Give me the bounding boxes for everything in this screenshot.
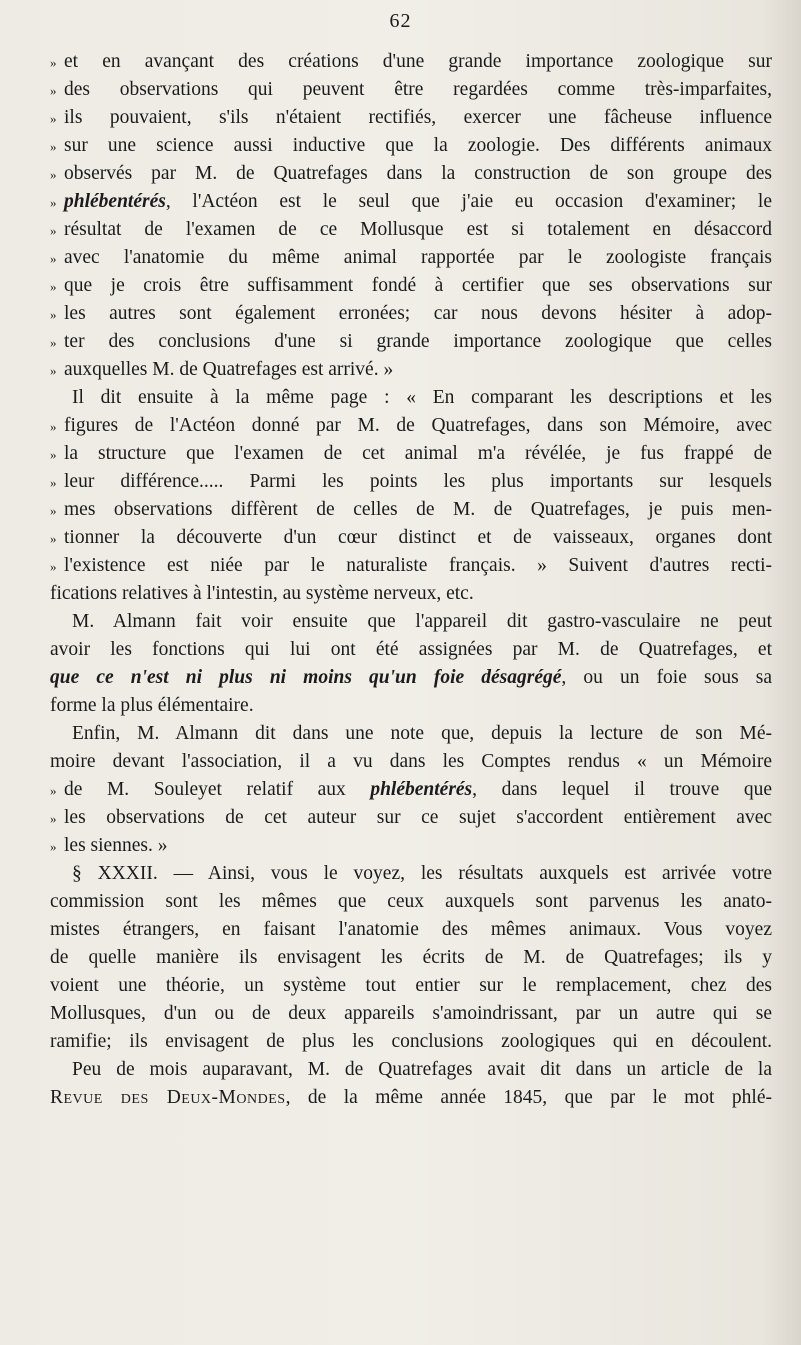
quote-mark: » bbox=[50, 139, 57, 154]
line-text: observés par M. de Quatrefages dans la construction de son groupe des bbox=[64, 163, 772, 184]
text-line bbox=[50, 48, 772, 76]
text-line bbox=[50, 1000, 772, 1028]
quote-mark: » bbox=[50, 503, 57, 518]
text-line bbox=[50, 356, 772, 384]
text-line bbox=[50, 580, 772, 608]
line-text: des observations qui peuvent être regardées comme très-imparfaites, bbox=[64, 79, 772, 100]
text-line bbox=[50, 496, 772, 524]
quote-mark: » bbox=[50, 335, 57, 350]
line-text: que je crois être suffisamment fondé à certifier que ses observations sur bbox=[64, 275, 772, 296]
line-text: , l'Actéon est le seul que j'aie eu occasion d'examiner; le bbox=[165, 191, 772, 212]
quote-mark: » bbox=[50, 223, 57, 238]
quote-mark: » bbox=[50, 363, 57, 378]
line-text: ter des conclusions d'une si grande importance zoologique que celles bbox=[64, 331, 772, 352]
quote-mark: » bbox=[50, 419, 57, 434]
text-line bbox=[50, 1028, 772, 1056]
line-text: , ou un foie sous sa bbox=[561, 667, 772, 688]
italic-text: phlébentérés bbox=[370, 779, 473, 800]
text-line bbox=[50, 860, 772, 888]
text-line bbox=[50, 748, 772, 776]
italic-text: phlébentérés bbox=[64, 191, 166, 212]
line-text: de M. Souleyet relatif aux bbox=[64, 779, 371, 800]
line-text: M. Almann fait voir ensuite que l'appareil dit gastro-vasculaire ne peut bbox=[72, 611, 772, 632]
line-text: sur une science aussi inductive que la zoologie. Des différents animaux bbox=[64, 135, 772, 156]
quote-mark: » bbox=[50, 111, 57, 126]
text-line bbox=[50, 832, 772, 860]
line-text: Mollusques, d'un ou de deux appareils s'amoindrissant, par un autre qui se bbox=[50, 1003, 772, 1024]
line-text: Peu de mois auparavant, M. de Quatrefages avait dit dans un article de la bbox=[72, 1059, 772, 1080]
line-text: moire devant l'association, il a vu dans les Comptes rendus « un Mémoire bbox=[50, 751, 772, 772]
text-line bbox=[50, 608, 772, 636]
line-text: les autres sont également erronées; car nous devons hésiter à adop- bbox=[64, 303, 772, 324]
quote-mark: » bbox=[50, 811, 57, 826]
line-text: tionner la découverte d'un cœur distinct et de vaisseaux, organes dont bbox=[64, 527, 772, 548]
quote-mark: » bbox=[50, 55, 57, 70]
line-text: et en avançant des créations d'une grande importance zoologique sur bbox=[64, 51, 772, 72]
text-line bbox=[50, 944, 772, 972]
line-text: § XXXII. — Ainsi, vous le voyez, les résultats auxquels est arrivée votre bbox=[72, 863, 772, 884]
line-text: ramifie; ils envisagent de plus les conclusions zoologiques qui en découlent. bbox=[50, 1031, 772, 1052]
line-text: , de la même année 1845, que par le mot phlé- bbox=[285, 1087, 772, 1108]
line-text: voient une théorie, un système tout entier sur le remplacement, chez des bbox=[50, 975, 772, 996]
text-line bbox=[50, 300, 772, 328]
text-line bbox=[50, 412, 772, 440]
line-text: la structure que l'examen de cet animal m'a révélée, je fus frappé de bbox=[64, 443, 772, 464]
quote-mark: » bbox=[50, 83, 57, 98]
text-line bbox=[50, 384, 772, 412]
text-line bbox=[50, 244, 772, 272]
text-line bbox=[50, 1084, 772, 1112]
text-line bbox=[50, 524, 772, 552]
page-number: 62 bbox=[389, 10, 412, 32]
text-line bbox=[50, 888, 772, 916]
small-caps-text: Revue des Deux-Mondes bbox=[50, 1087, 286, 1108]
text-line bbox=[50, 804, 772, 832]
text-line bbox=[50, 664, 772, 692]
quote-mark: » bbox=[50, 251, 57, 266]
line-text: fications relatives à l'intestin, au système nerveux, etc. bbox=[50, 583, 474, 604]
line-text: de quelle manière ils envisagent les écrits de M. de Quatrefages; ils y bbox=[50, 947, 772, 968]
quote-mark: » bbox=[50, 447, 57, 462]
text-line bbox=[50, 720, 772, 748]
text-line bbox=[50, 272, 772, 300]
text-line bbox=[50, 1056, 772, 1084]
text-line bbox=[50, 104, 772, 132]
line-text: les siennes. » bbox=[64, 835, 168, 856]
line-text: , dans lequel il trouve que bbox=[472, 779, 772, 800]
text-line bbox=[50, 216, 772, 244]
text-line bbox=[50, 328, 772, 356]
line-text: ils pouvaient, s'ils n'étaient rectifiés, exercer une fâcheuse influence bbox=[64, 107, 772, 128]
quote-mark: » bbox=[50, 783, 57, 798]
line-text: leur différence..... Parmi les points les plus importants sur lesquels bbox=[64, 471, 772, 492]
line-text: commission sont les mêmes que ceux auxquels sont parvenus les anato- bbox=[50, 891, 772, 912]
line-text: mistes étrangers, en faisant l'anatomie des mêmes animaux. Vous voyez bbox=[50, 919, 772, 940]
line-text: l'existence est niée par le naturaliste français. » Suivent d'autres recti- bbox=[64, 555, 772, 576]
line-text: résultat de l'examen de ce Mollusque est si totalement en désaccord bbox=[64, 219, 772, 240]
quote-mark: » bbox=[50, 839, 57, 854]
quote-mark: » bbox=[50, 307, 57, 322]
line-text: figures de l'Actéon donné par M. de Quatrefages, dans son Mémoire, avec bbox=[64, 415, 772, 436]
text-line bbox=[50, 552, 772, 580]
body-text bbox=[50, 48, 772, 1112]
quote-mark: » bbox=[50, 195, 57, 210]
line-text: avec l'anatomie du même animal rapportée par le zoologiste français bbox=[64, 247, 772, 268]
quote-mark: » bbox=[50, 167, 57, 182]
text-line bbox=[50, 776, 772, 804]
text-line bbox=[50, 132, 772, 160]
line-text: forme la plus élémentaire. bbox=[50, 695, 254, 716]
italic-text: que ce n'est ni plus ni moins qu'un foie désagrégé bbox=[50, 667, 562, 688]
line-text: auxquelles M. de Quatrefages est arrivé. » bbox=[64, 359, 394, 380]
quote-mark: » bbox=[50, 279, 57, 294]
text-line bbox=[50, 972, 772, 1000]
quote-mark: » bbox=[50, 475, 57, 490]
line-text: Enfin, M. Almann dit dans une note que, depuis la lecture de son Mé- bbox=[72, 723, 772, 744]
quote-mark: » bbox=[50, 531, 57, 546]
quote-mark: » bbox=[50, 559, 57, 574]
text-line bbox=[50, 440, 772, 468]
text-line bbox=[50, 916, 772, 944]
text-line bbox=[50, 636, 772, 664]
text-line bbox=[50, 76, 772, 104]
text-line bbox=[50, 692, 772, 720]
line-text: Il dit ensuite à la même page : « En comparant les descriptions et les bbox=[72, 387, 772, 408]
line-text: mes observations diffèrent de celles de M. de Quatrefages, je puis men- bbox=[64, 499, 772, 520]
line-text: avoir les fonctions qui lui ont été assignées par M. de Quatrefages, et bbox=[50, 639, 772, 660]
text-line bbox=[50, 160, 772, 188]
line-text: les observations de cet auteur sur ce sujet s'accordent entièrement avec bbox=[64, 807, 772, 828]
text-line bbox=[50, 468, 772, 496]
text-line bbox=[50, 188, 772, 216]
